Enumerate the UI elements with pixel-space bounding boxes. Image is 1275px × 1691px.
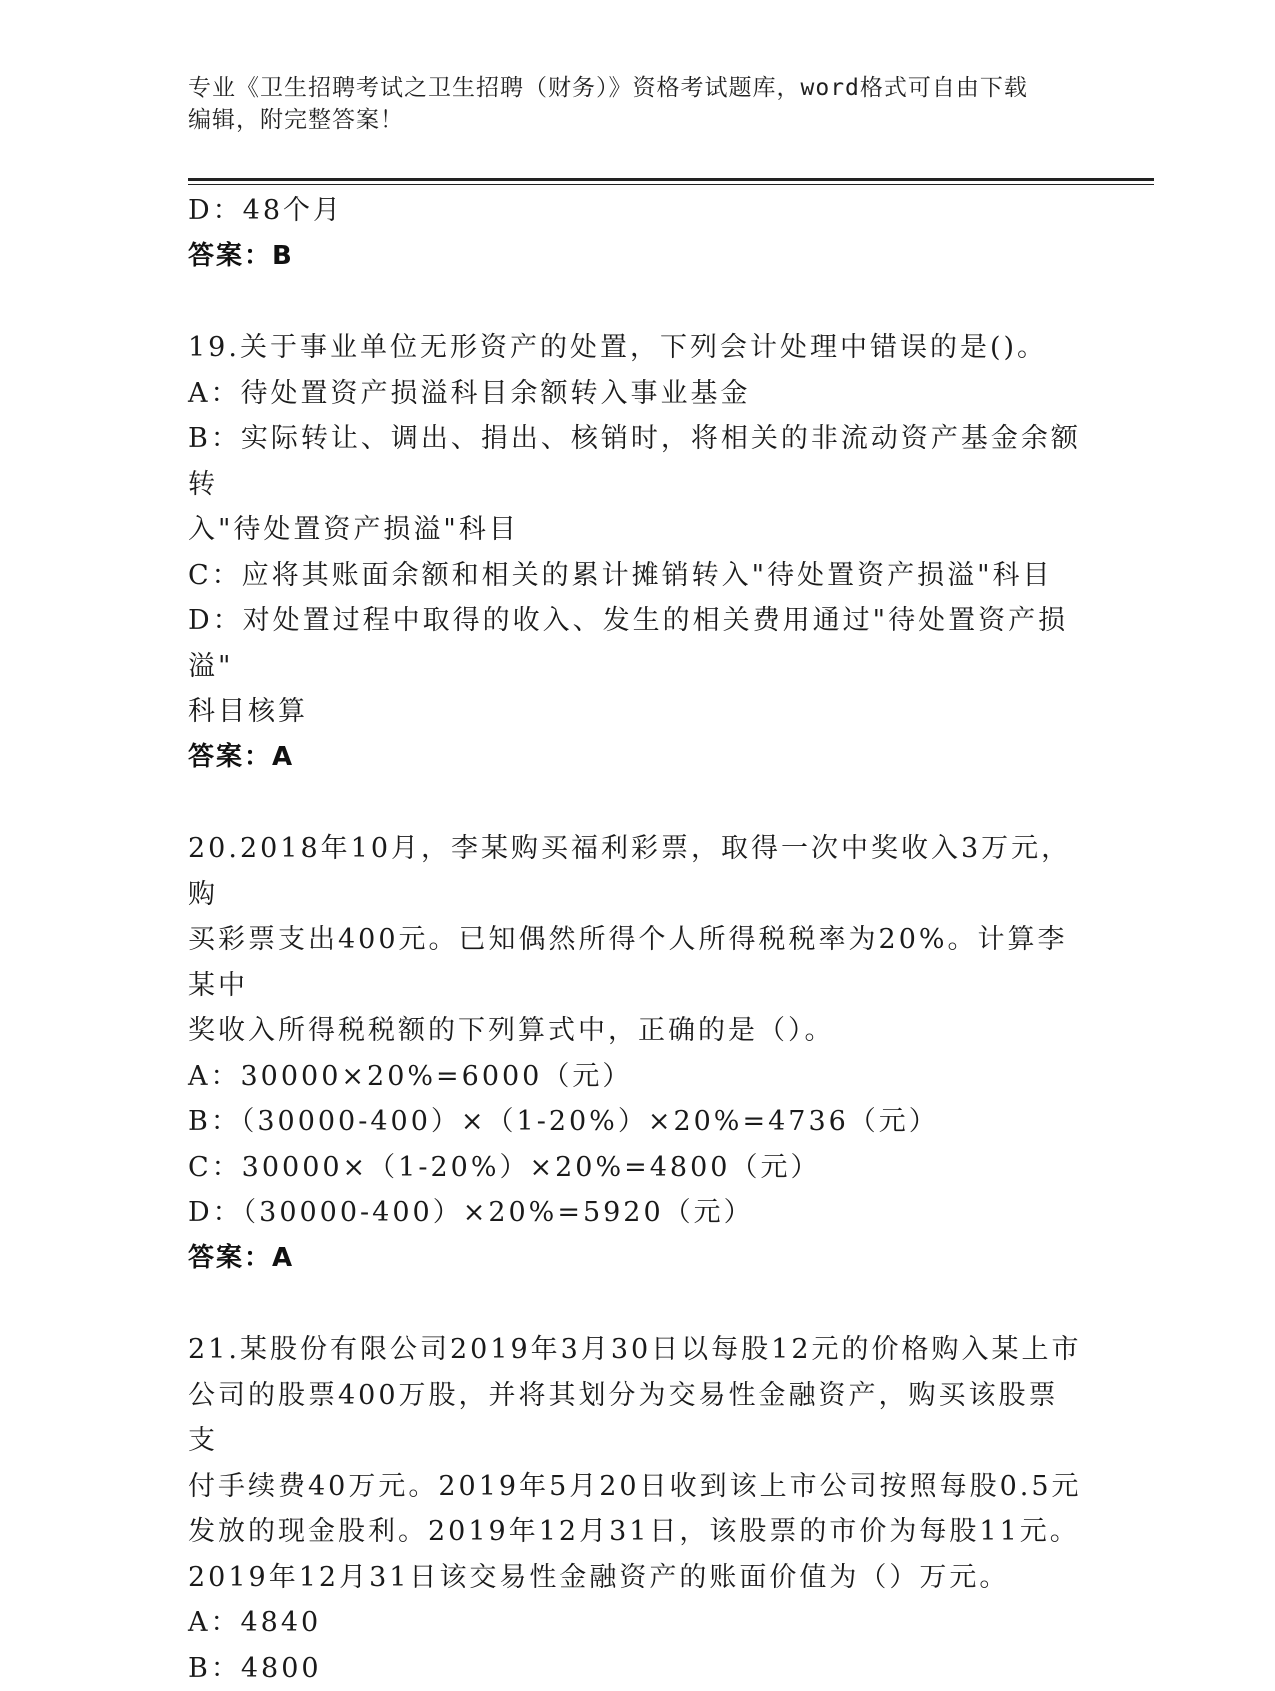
option-a: A：4840 <box>188 1600 1088 1646</box>
question-20 <box>188 826 1088 1281</box>
question-stem-cont: 付手续费40万元。2019年5月20日收到该上市公司按照每股0.5元 <box>188 1464 1088 1510</box>
spacer <box>188 279 1088 325</box>
answer: 答案：A <box>188 1236 1088 1282</box>
prev-option-d: D：48个月 <box>188 188 1088 234</box>
question-19 <box>188 325 1088 780</box>
option-b-cont: 入"待处置资产损溢"科目 <box>188 507 1088 553</box>
option-a: A：待处置资产损溢科目余额转入事业基金 <box>188 371 1088 417</box>
answer: 答案：A <box>188 735 1088 781</box>
spacer <box>188 1281 1088 1327</box>
header-line-1: 专业《卫生招聘考试之卫生招聘（财务）》资格考试题库，word格式可自由下载 <box>188 72 1088 104</box>
question-stem-cont: 2019年12月31日该交易性金融资产的账面价值为（）万元。 <box>188 1555 1088 1601</box>
header-rule-thin <box>188 184 1154 185</box>
question-stem-cont: 奖收入所得税税额的下列算式中，正确的是（）。 <box>188 1008 1088 1054</box>
option-b: B：实际转让、调出、捐出、核销时，将相关的非流动资产基金余额转 <box>188 416 1088 507</box>
option-d-cont: 科目核算 <box>188 689 1088 735</box>
question-stem-cont: 买彩票支出400元。已知偶然所得个人所得税税率为20%。计算李某中 <box>188 917 1088 1008</box>
option-c: C：30000×（1-20%）×20%=4800（元） <box>188 1145 1088 1191</box>
option-d: D：（30000-400）×20%=5920（元） <box>188 1190 1088 1236</box>
prev-answer: 答案：B <box>188 234 1088 280</box>
document-body <box>188 188 1088 1691</box>
page-header <box>188 72 1088 136</box>
option-c: C：应将其账面余额和相关的累计摊销转入"待处置资产损溢"科目 <box>188 553 1088 599</box>
spacer <box>188 780 1088 826</box>
option-b: B：4800 <box>188 1646 1088 1691</box>
question-stem: 19.关于事业单位无形资产的处置，下列会计处理中错误的是()。 <box>188 325 1088 371</box>
option-a: A：30000×20%=6000（元） <box>188 1054 1088 1100</box>
question-stem-cont: 公司的股票400万股，并将其划分为交易性金融资产，购买该股票支 <box>188 1373 1088 1464</box>
option-d: D：对处置过程中取得的收入、发生的相关费用通过"待处置资产损溢" <box>188 598 1088 689</box>
question-stem: 21.某股份有限公司2019年3月30日以每股12元的价格购入某上市 <box>188 1327 1088 1373</box>
header-line-2: 编辑，附完整答案！ <box>188 104 1088 136</box>
question-stem-cont: 发放的现金股利。2019年12月31日，该股票的市价为每股11元。 <box>188 1509 1088 1555</box>
question-21 <box>188 1327 1088 1691</box>
option-b: B：（30000-400）×（1-20%）×20%=4736（元） <box>188 1099 1088 1145</box>
header-rule-thick <box>188 178 1154 181</box>
question-stem: 20.2018年10月，李某购买福利彩票，取得一次中奖收入3万元，购 <box>188 826 1088 917</box>
